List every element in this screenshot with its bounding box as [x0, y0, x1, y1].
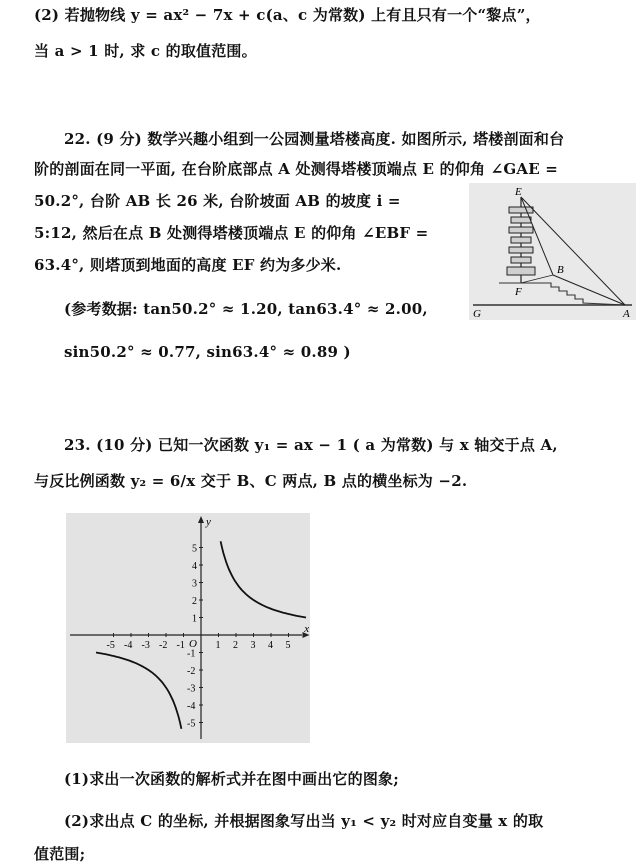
x-tick-label: -5 [106, 640, 115, 651]
x-tick-label: -3 [141, 640, 150, 651]
p23-q1: (1)求出一次函数的解析式并在图中画出它的图象; [64, 770, 399, 788]
y-tick-label: 4 [192, 561, 197, 572]
label-G: G [473, 308, 481, 320]
y-tick-label: 3 [192, 578, 197, 590]
y-tick-label: 1 [192, 613, 197, 625]
x-tick-label: -4 [124, 640, 133, 651]
p21-line2: 当 a > 1 时, 求 c 的取值范围。 [34, 42, 257, 60]
label-B: B [557, 264, 564, 276]
p22-line2: 阶的剖面在同一平面, 在台阶底部点 A 处测得塔楼顶端点 E 的仰角 ∠GAE = [34, 160, 559, 178]
y-tick-label: 5 [192, 543, 197, 555]
tower-figure [469, 183, 636, 320]
y-tick-label: 2 [192, 596, 197, 607]
x-tick-label: 3 [250, 640, 256, 651]
p22-ref2: sin50.2° ≈ 0.77, sin63.4° ≈ 0.89 ) [64, 343, 351, 361]
hyperbola-branch-right [221, 541, 306, 617]
p22-line4: 5:12, 然后在点 B 处测得塔楼顶端点 E 的仰角 ∠EBF = [34, 224, 429, 242]
x-tick-label: 2 [233, 640, 238, 651]
p22-line5: 63.4°, 则塔顶到地面的高度 EF 约为多少米. [34, 256, 342, 274]
p23-line2: 与反比例函数 y₂ = 6/x 交于 B、C 两点, B 点的横坐标为 −2. [34, 472, 468, 490]
p23-q2a: (2)求出点 C 的坐标, 并根据图象写出当 y₁ < y₂ 时对应自变量 x 的取 [64, 812, 544, 830]
y-axis-arrow [198, 516, 204, 523]
y-tick-label: -3 [187, 683, 196, 695]
y-tick-label: -4 [187, 701, 196, 712]
x-tick-label: 1 [215, 640, 221, 651]
y-tick-label: -1 [187, 648, 196, 660]
x-tick-label: 4 [268, 640, 273, 651]
label-A: A [623, 308, 630, 320]
origin-label: O [189, 638, 197, 650]
x-tick-label: -2 [159, 640, 168, 651]
p22-line3: 50.2°, 台阶 AB 长 26 米, 台阶坡面 AB 的坡度 i = [34, 192, 401, 210]
p22-line1: 22. (9 分) 数学兴趣小组到一公园测量塔楼高度. 如图所示, 塔楼剖面和台 [64, 130, 565, 148]
y-tick-label: -2 [187, 666, 196, 677]
x-tick-label: 5 [285, 640, 291, 651]
p22-ref1: (参考数据: tan50.2° ≈ 1.20, tan63.4° ≈ 2.00, [64, 300, 428, 318]
hyperbola-branch-left [96, 653, 181, 729]
coordinate-graph [66, 513, 310, 743]
p23-line1: 23. (10 分) 已知一次函数 y₁ = ax − 1 ( a 为常数) 与 x 轴交于点 A, [64, 436, 558, 454]
y-tick-label: -5 [187, 718, 196, 730]
x-axis-label: x [304, 623, 310, 635]
label-F: F [515, 286, 522, 298]
x-tick-label: -1 [176, 640, 185, 651]
y-axis-label: y [206, 516, 211, 528]
p21-line1: (2) 若抛物线 y = ax² − 7x + c(a、c 为常数) 上有且只有一个“黎点”， [34, 6, 541, 24]
p23-q2b: 值范围; [34, 845, 86, 863]
label-E: E [515, 186, 522, 198]
